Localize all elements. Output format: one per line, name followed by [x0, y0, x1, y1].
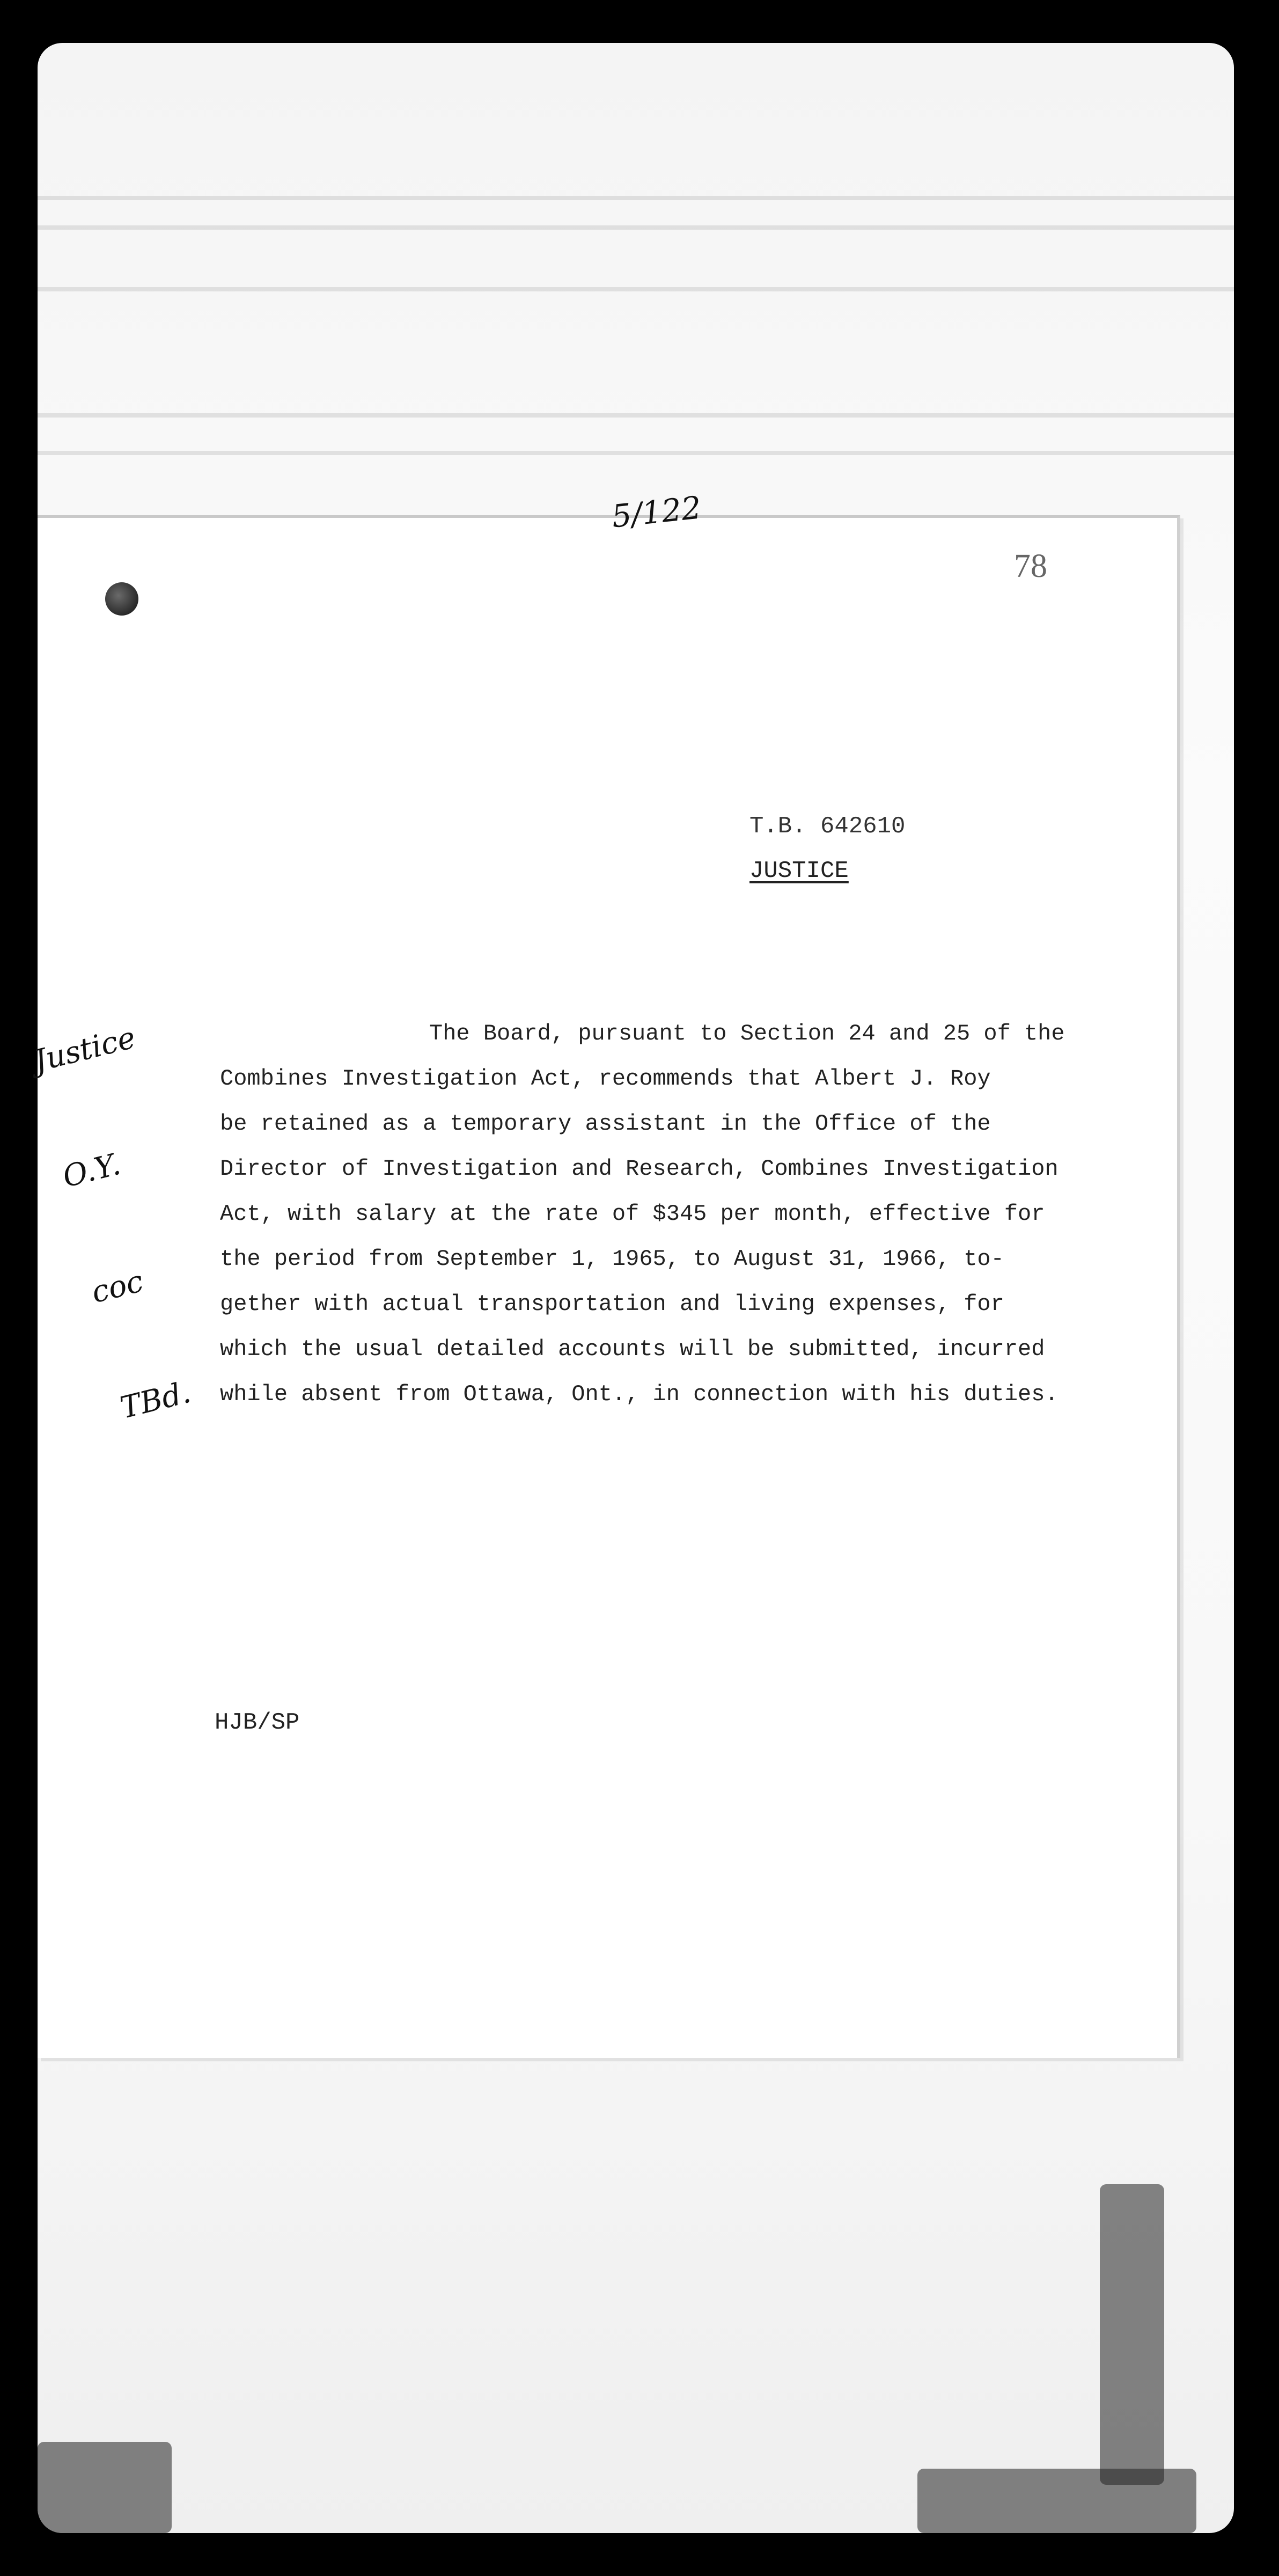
film-edge-damage: [1100, 2184, 1164, 2485]
margin-note-line: TBd.: [116, 1374, 194, 1426]
file-number: 5/122: [609, 489, 703, 535]
margin-note-line: coc: [88, 1263, 147, 1311]
margin-note-line: Justice: [30, 1020, 139, 1079]
body-line: while absent from Ottawa, Ont., in connection with his duties.: [220, 1381, 1059, 1407]
document-page: [38, 515, 1180, 2058]
body-line: Combines Investigation Act, recommends that Albert J. Roy: [220, 1066, 991, 1092]
scan-band: [38, 196, 1234, 200]
film-edge-damage: [38, 2442, 172, 2533]
typist-initials: HJB/SP: [215, 1709, 300, 1736]
scan-band: [38, 225, 1234, 230]
margin-note-line: O.Y.: [59, 1146, 124, 1195]
scan-band: [38, 287, 1234, 291]
scan-band: [38, 413, 1234, 418]
film-edge-damage: [917, 2469, 1196, 2533]
body-line: be retained as a temporary assistant in the Office of the: [220, 1111, 991, 1137]
body-line: gether with actual transportation and living expenses, for: [220, 1291, 1004, 1317]
punch-hole: [105, 582, 138, 616]
body-line: Director of Investigation and Research, Combines Investigation: [220, 1156, 1059, 1182]
body-line: The Board, pursuant to Section 24 and 25 of the: [429, 1021, 1065, 1046]
scan-band: [38, 451, 1234, 455]
body-line: which the usual detailed accounts will be submitted, incurred: [220, 1336, 1045, 1362]
microfilm-frame: [38, 43, 1234, 2533]
page-number: 78: [1014, 548, 1047, 584]
department-heading: JUSTICE: [749, 858, 849, 884]
body-line: Act, with salary at the rate of $345 per month, effective for: [220, 1201, 1045, 1227]
tb-number: T.B. 642610: [749, 813, 906, 840]
body-line: the period from September 1, 1965, to August 31, 1966, to-: [220, 1246, 1004, 1272]
